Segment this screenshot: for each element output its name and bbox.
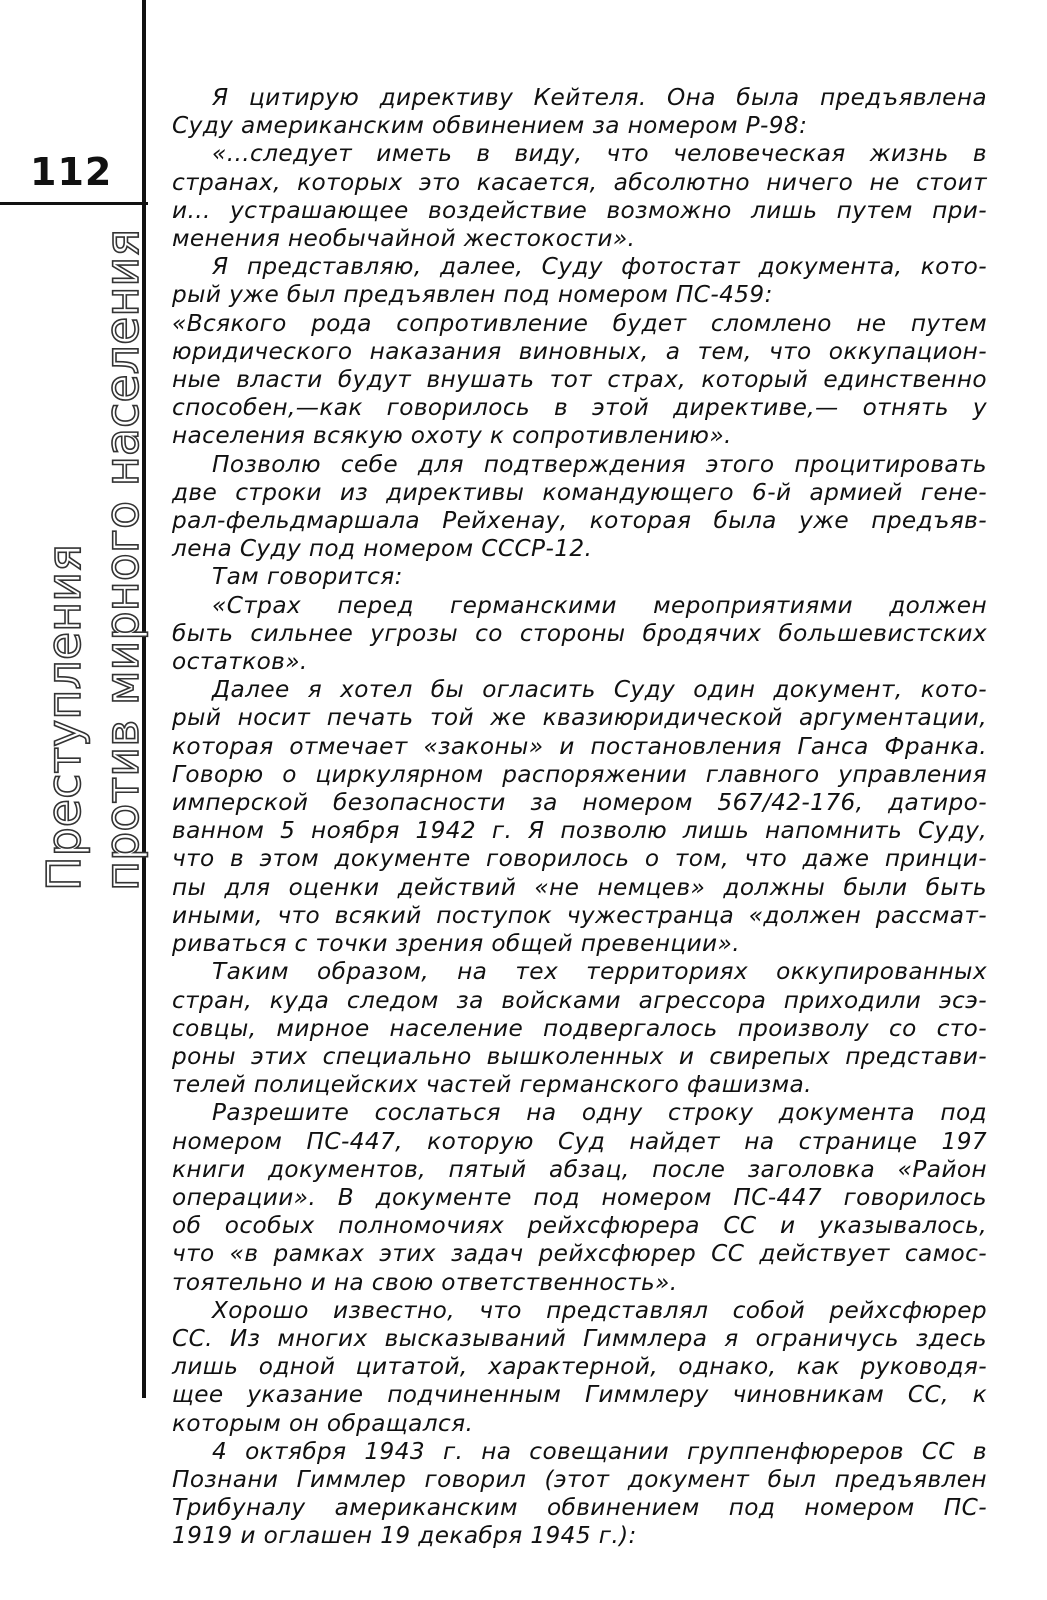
- text-line: риваться с точки зрения общей превенции».: [172, 930, 740, 958]
- text-line: Разрешите сослаться на одну строку документа под: [212, 1099, 987, 1127]
- text-line: Говорю о циркулярном распоряжении главного управления: [172, 760, 987, 788]
- text-line: Я представляю, далее, Суду фотостат документа, кото-: [212, 253, 987, 281]
- page-number-rule: [0, 202, 148, 205]
- running-title-line-1: Преступления: [37, 544, 91, 891]
- text-line: 4 октября 1943 г. на совещании группенфюреров СС в: [212, 1437, 987, 1465]
- text-line: Там говорится:: [212, 563, 403, 591]
- text-line: рал-фельдмаршала Рейхенау, которая была уже предъяв-: [172, 507, 987, 535]
- text-line: щее указание подчиненным Гиммлеру чиновникам СС, к: [172, 1381, 987, 1409]
- text-line: быть сильнее угрозы со стороны бродячих большевистских: [172, 619, 987, 647]
- text-line: которая отмечает «законы» и постановления Ганса Франка.: [172, 732, 987, 760]
- text-line: две строки из директивы командующего 6-й армией гене-: [172, 478, 987, 506]
- text-line: книги документов, пятый абзац, после заголовка «Район: [172, 1155, 987, 1183]
- text-line: способен,—как говорилось в этой директиве,— отнять у: [172, 394, 987, 422]
- text-line: Таким образом, на тех территориях оккупированных: [212, 958, 987, 986]
- page-number: 112: [30, 150, 113, 194]
- body-text: [172, 84, 987, 1551]
- text-line: Познани Гиммлер говорил (этот документ был предъявлен: [172, 1465, 987, 1493]
- text-line: ные власти будут внушать тот страх, который единственно: [172, 366, 987, 394]
- text-line: номером ПС-447, которую Суд найдет на странице 197: [172, 1127, 987, 1155]
- text-line: Позволю себе для подтверждения этого процитировать: [212, 450, 987, 478]
- running-title-line-2: против мирного населения: [95, 229, 149, 891]
- text-line: совцы, мирное население подвергалось произволу со сто-: [172, 1014, 987, 1042]
- text-line: иными, что всякий поступок чужестранца «должен рассмат-: [172, 901, 987, 929]
- text-line: «Всякого рода сопротивление будет сломлено не путем: [172, 309, 987, 337]
- text-line: роны этих специально вышколенных и свирепых представи-: [172, 1042, 987, 1070]
- text-line: которым он обращался.: [172, 1409, 474, 1437]
- text-line: СС. Из многих высказываний Гиммлера я ограничусь здесь: [172, 1324, 987, 1352]
- text-line: рый уже был предъявлен под номером ПС-459:: [172, 281, 773, 309]
- text-line: лена Суду под номером СССР-12.: [172, 535, 593, 563]
- text-line: рый носит печать той же квазиюридической аргументации,: [172, 704, 987, 732]
- running-title: [35, 229, 151, 891]
- text-line: «Страх перед германскими мероприятиями должен: [212, 591, 987, 619]
- text-line: операции». В документе под номером ПС-447 говорилось: [172, 1183, 987, 1211]
- text-line: лишь одной цитатой, характерной, однако, как руководя-: [172, 1353, 987, 1381]
- text-line: юридического наказания виновных, а тем, что оккупацион-: [172, 337, 987, 365]
- text-line: Хорошо известно, что представлял собой рейхсфюрер: [212, 1296, 987, 1324]
- text-line: Суду американским обвинением за номером Р-98:: [172, 112, 808, 140]
- text-line: населения всякую охоту к сопротивлению».: [172, 422, 732, 450]
- text-line: менения необычайной жестокости».: [172, 225, 636, 253]
- text-line: Далее я хотел бы огласить Суду один документ, кото-: [212, 676, 987, 704]
- text-line: 1919 и оглашен 19 декабря 1945 г.):: [172, 1522, 637, 1550]
- text-line: об особых полномочиях рейхсфюрера СС и указывалось,: [172, 1212, 987, 1240]
- text-line: «...следует иметь в виду, что человеческая жизнь в: [212, 140, 987, 168]
- text-line: что «в рамках этих задач рейхсфюрер СС действует самос-: [172, 1240, 987, 1268]
- text-line: Я цитирую директиву Кейтеля. Она была предъявлена: [212, 84, 987, 111]
- text-line: имперской безопасности за номером 567/42-176, датиро-: [172, 789, 987, 817]
- text-line: стран, куда следом за войсками агрессора приходили эсэ-: [172, 986, 987, 1014]
- text-line: Трибуналу американским обвинением под номером ПС-: [172, 1494, 987, 1522]
- text-line: пы для оценки действий «не немцев» должны были быть: [172, 873, 987, 901]
- text-line: остатков».: [172, 648, 308, 676]
- text-line: странах, которых это касается, абсолютно ничего не стоит: [172, 168, 987, 196]
- text-line: телей полицейских частей германского фашизма.: [172, 1071, 812, 1099]
- text-line: и... устрашающее воздействие возможно лишь путем при-: [172, 196, 987, 224]
- text-line: тоятельно и на свою ответственность».: [172, 1268, 678, 1296]
- text-line: что в этом документе говорилось о том, что даже принци-: [172, 845, 987, 873]
- text-line: ванном 5 ноября 1942 г. Я позволю лишь напомнить Суду,: [172, 817, 987, 845]
